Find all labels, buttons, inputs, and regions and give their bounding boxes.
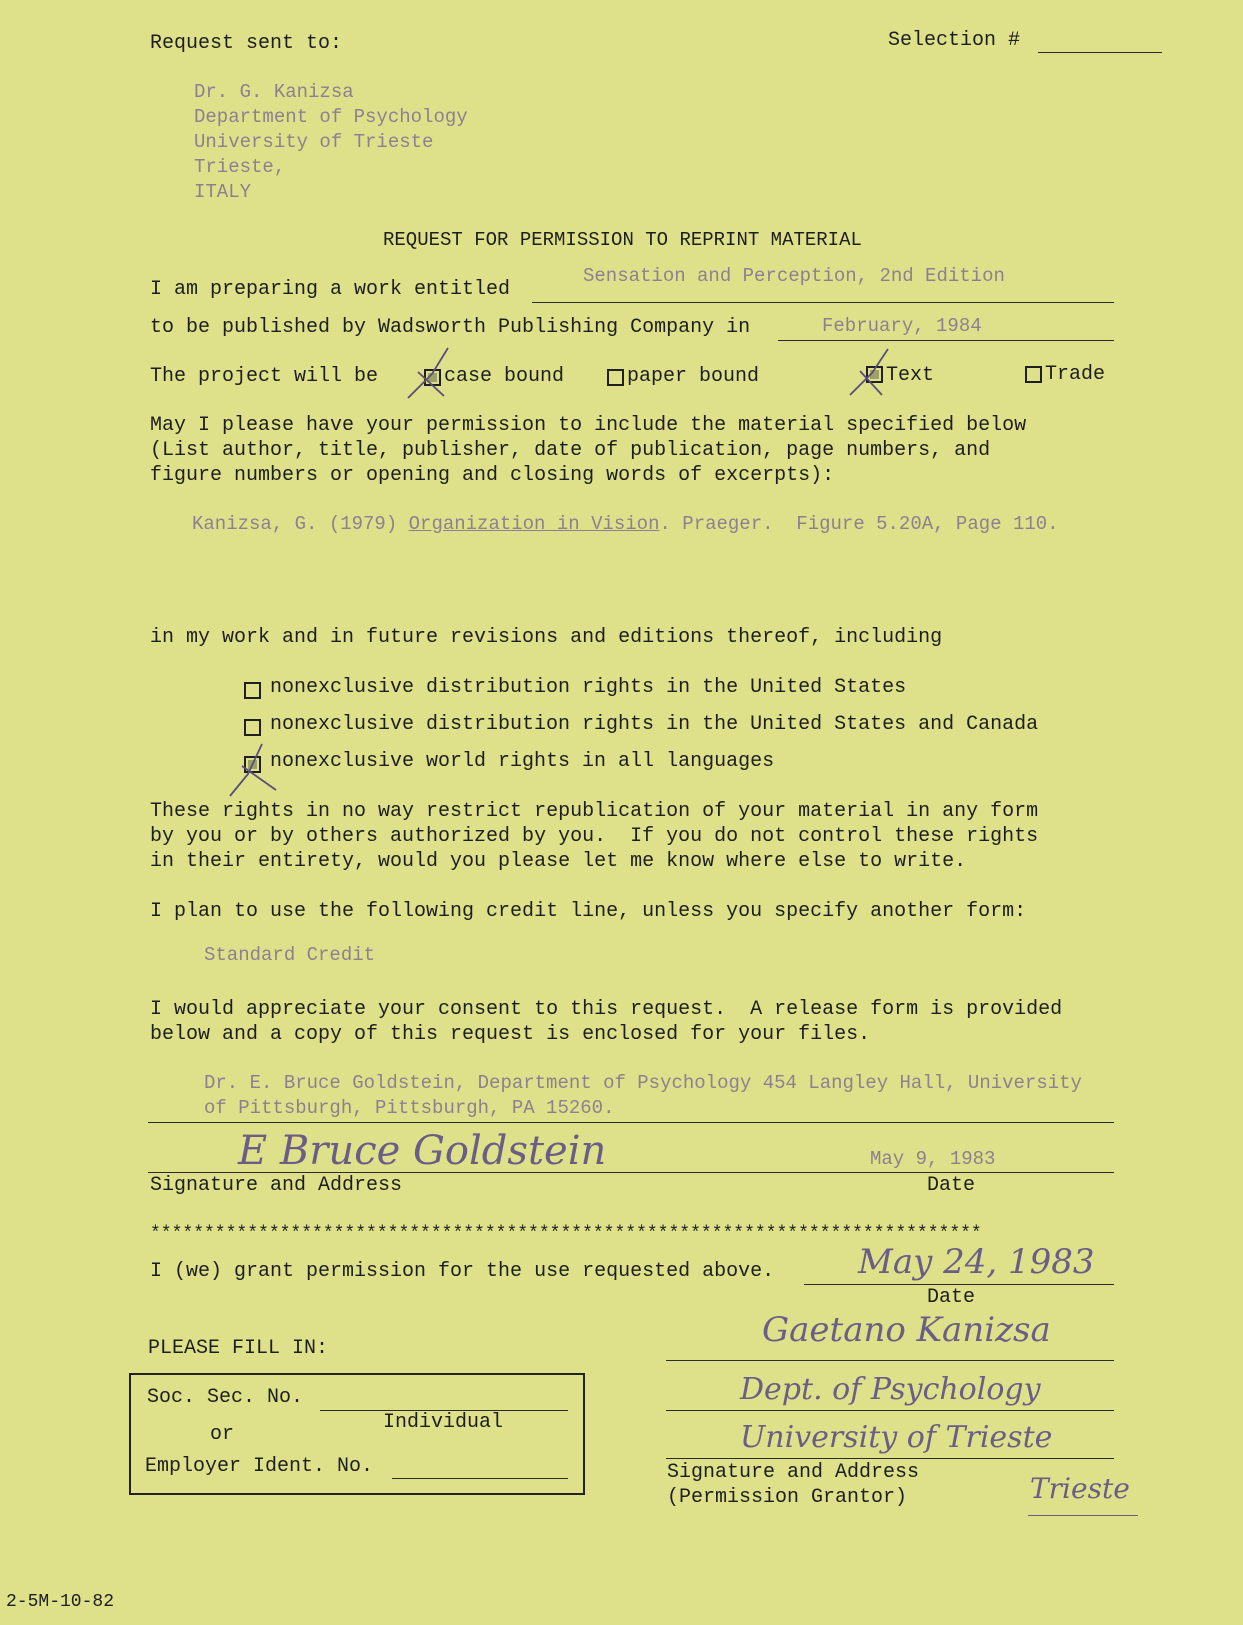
request-line-3: figure numbers or opening and closing words of excerpts): [150,464,835,487]
grant-date-handwritten: May 24, 1983 [858,1242,1095,1282]
grant-label: I (we) grant permission for the use requested above. [150,1260,775,1283]
recipient-country: ITALY [194,181,252,203]
request-line-1: May I please have your permission to include the material specified below [150,414,1027,437]
requester-signature-line[interactable] [148,1172,1114,1173]
us-rights-checkbox[interactable] [244,682,261,699]
project-label: The project will be [150,365,379,388]
world-rights-checkbox[interactable] [244,756,261,773]
paper-bound-checkbox[interactable] [607,369,624,386]
material-book-title: Organization in Vision [408,513,660,535]
us-canada-rights-checkbox[interactable] [244,719,261,736]
grantor-city-handwritten: Trieste [1030,1472,1130,1505]
us-canada-rights-label: nonexclusive distribution rights in the United States and Canada [270,713,1039,736]
selection-label: Selection # [888,29,1021,52]
requester-address-1: Dr. E. Bruce Goldstein, Department of Psychology 454 Langley Hall, University [204,1072,1082,1094]
text-checkbox[interactable] [866,366,883,383]
grant-date-field[interactable] [804,1284,1114,1285]
grantor-city-underline [1028,1515,1138,1516]
request-line-2: (List author, title, publisher, date of publication, page numbers, and [150,439,991,462]
grantor-line-3[interactable] [666,1458,1114,1459]
credit-label: I plan to use the following credit line, unless you specify another form: [150,900,1027,923]
work-title-value: Sensation and Perception, 2nd Edition [583,265,1005,287]
trade-checkbox[interactable] [1025,366,1042,383]
grantor-dept-handwritten: Dept. of Psychology [740,1372,1041,1407]
request-sent-to-label: Request sent to: [150,32,343,55]
us-rights-label: nonexclusive distribution rights in the United States [270,676,907,699]
grant-date-label: Date [927,1286,976,1309]
separator: ***************************************************************************** [150,1224,982,1244]
case-bound-checkbox[interactable] [424,369,441,386]
publication-date-field[interactable] [778,340,1114,341]
grantor-line-2[interactable] [666,1410,1114,1411]
form-code: 2-5M-10-82 [6,1592,115,1612]
or-label: or [210,1423,235,1446]
grantor-line-1[interactable] [666,1360,1114,1361]
publisher-label: to be published by Wadsworth Publishing Company in [150,316,751,339]
material-details: . Praeger. Figure 5.20A, Page 110. [659,513,1059,535]
restriction-line-1: These rights in no way restrict republication of your material in any form [150,800,1039,823]
grantor-signature: Gaetano Kanizsa [762,1310,1051,1350]
requester-date-label: Date [927,1174,976,1197]
text-label: Text [886,364,935,387]
trade-label: Trade [1045,363,1106,386]
grantor-role-label: (Permission Grantor) [667,1486,908,1509]
requester-address-2: of Pittsburgh, Pittsburgh, PA 15260. [204,1097,615,1119]
consent-line-2: below and a copy of this request is enclosed for your files. [150,1023,871,1046]
individual-label: Individual [383,1411,504,1434]
grantor-university-handwritten: University of Trieste [740,1420,1053,1455]
employer-id-field[interactable] [392,1478,568,1479]
world-rights-label: nonexclusive world rights in all languages [270,750,775,773]
requester-signature-label: Signature and Address [150,1174,403,1197]
grantor-signature-label: Signature and Address [667,1461,920,1484]
requester-signature: E Bruce Goldstein [238,1128,607,1174]
recipient-name: Dr. G. Kanizsa [194,81,354,103]
case-bound-label: case bound [444,365,565,388]
rights-intro: in my work and in future revisions and editions thereof, including [150,626,943,649]
recipient-city: Trieste, [194,156,286,178]
credit-value: Standard Credit [204,944,376,966]
requester-date-value: May 9, 1983 [870,1148,996,1170]
work-title-field[interactable] [532,302,1114,303]
selection-field[interactable] [1038,52,1162,53]
material-citation [192,512,1059,536]
form-title: REQUEST FOR PERMISSION TO REPRINT MATERIAL [383,229,862,251]
publication-date-value: February, 1984 [822,315,982,337]
recipient-dept: Department of Psychology [194,106,468,128]
ssn-label: Soc. Sec. No. [147,1386,304,1409]
paper-bound-label: paper bound [627,365,760,388]
work-label: I am preparing a work entitled [150,278,511,301]
restriction-line-2: by you or by others authorized by you. If you do not control these rights [150,825,1039,848]
requester-address-line [148,1122,1114,1123]
fill-in-label: PLEASE FILL IN: [148,1337,329,1360]
consent-line-1: I would appreciate your consent to this request. A release form is provided [150,998,1063,1021]
recipient-university: University of Trieste [194,131,434,153]
material-author: Kanizsa, G. (1979) [192,513,409,535]
restriction-line-3: in their entirety, would you please let me know where else to write. [150,850,967,873]
employer-id-label: Employer Ident. No. [145,1455,374,1478]
